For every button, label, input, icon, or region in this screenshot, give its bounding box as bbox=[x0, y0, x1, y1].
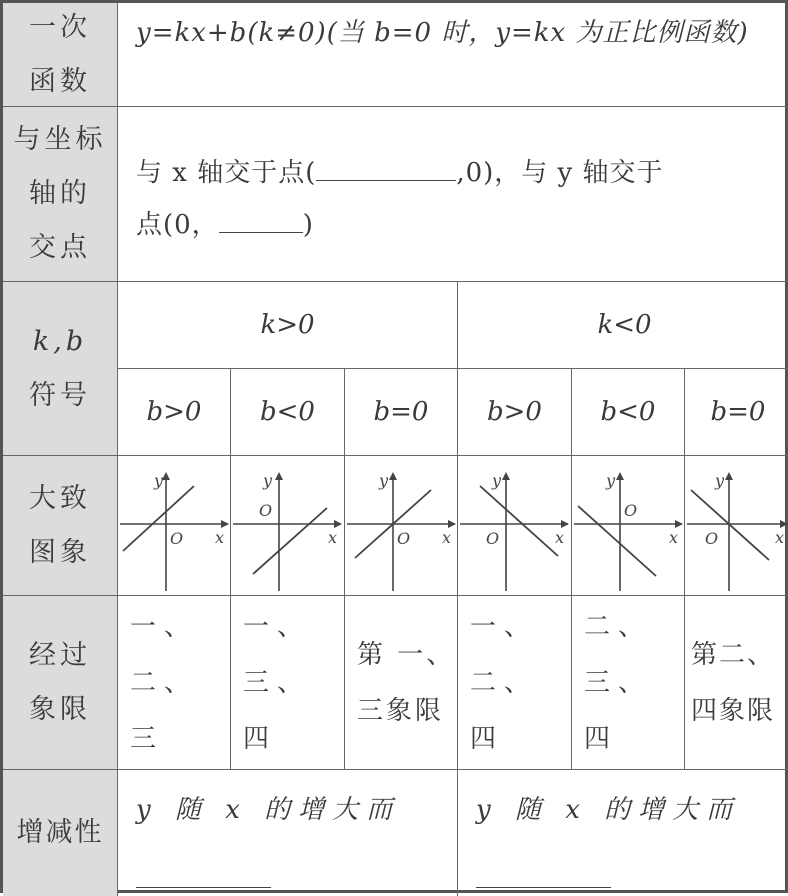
quadrant-cell bbox=[231, 596, 345, 770]
quadrant-line: 一、 bbox=[243, 611, 312, 642]
row-header-graphs bbox=[3, 456, 118, 596]
graph-kpos-bzero bbox=[345, 456, 458, 596]
y-label: y bbox=[715, 471, 725, 490]
header-line: 增减性 bbox=[16, 817, 104, 848]
x-label: x bbox=[442, 528, 452, 547]
quadrant-cell bbox=[345, 596, 458, 770]
y-label: y bbox=[263, 471, 273, 490]
intersection-text-2: ,0)，与 y 轴交于 bbox=[456, 158, 664, 188]
y-axis-arrow bbox=[162, 472, 170, 480]
quadrant-line: 一、 bbox=[470, 611, 539, 642]
quadrant-line: 三、四 bbox=[584, 667, 653, 754]
monotonic-right bbox=[458, 770, 788, 896]
monotonic-left bbox=[118, 770, 458, 896]
y-label: y bbox=[492, 471, 502, 490]
b-case: b>0 bbox=[118, 369, 231, 456]
y-label: y bbox=[606, 471, 616, 490]
quadrant-cell bbox=[572, 596, 685, 770]
graph-svg bbox=[345, 456, 458, 596]
definition-text: y=kx+b(k≠0)(当 b=0 时，y=kx 为正比例函数) bbox=[136, 18, 749, 48]
x-axis-arrow bbox=[561, 520, 569, 528]
quadrant-line: 三象限 bbox=[357, 695, 445, 726]
monotonic-text: y 随 x 的增大而 bbox=[476, 795, 741, 825]
graph-svg bbox=[685, 456, 788, 596]
origin-label: O bbox=[486, 529, 500, 548]
header-line: 交点 bbox=[29, 232, 91, 263]
header-line: 轴的 bbox=[29, 178, 91, 209]
quadrant-cell bbox=[458, 596, 572, 770]
function-line bbox=[578, 506, 656, 576]
y-axis-arrow bbox=[502, 472, 510, 480]
x-label: x bbox=[775, 528, 785, 547]
quadrant-cell bbox=[685, 596, 788, 770]
b-case: b<0 bbox=[572, 369, 685, 456]
quadrant-line: 第 一、 bbox=[357, 639, 456, 670]
intersection-text-4: ) bbox=[302, 210, 314, 240]
y-axis-arrow bbox=[389, 472, 397, 480]
header-line: 经过 bbox=[29, 639, 91, 671]
row-header-intersection bbox=[3, 107, 118, 282]
y-label: y bbox=[154, 471, 164, 490]
y-label: y bbox=[379, 471, 389, 490]
quadrant-line: 二、 bbox=[584, 611, 653, 642]
y-axis-arrow bbox=[616, 472, 624, 480]
origin-label: O bbox=[397, 529, 411, 548]
graph-kneg-bneg bbox=[572, 456, 685, 596]
b-case: b=0 bbox=[685, 369, 788, 456]
header-line: k,b bbox=[32, 325, 88, 357]
quadrant-line: 第二、 bbox=[691, 639, 776, 670]
definition-content bbox=[118, 3, 788, 107]
y-axis-arrow bbox=[275, 472, 283, 480]
x-axis-arrow bbox=[780, 520, 788, 528]
graph-svg bbox=[572, 456, 685, 596]
y-intercept-blank[interactable] bbox=[219, 202, 303, 233]
quadrant-line: 三、四 bbox=[243, 667, 312, 754]
monotonic-blank[interactable] bbox=[136, 857, 271, 888]
x-label: x bbox=[669, 528, 679, 547]
x-axis-arrow bbox=[448, 520, 456, 528]
quadrant-line: 一、 bbox=[130, 611, 199, 642]
b-case: b>0 bbox=[458, 369, 572, 456]
header-line: 图象 bbox=[29, 536, 91, 568]
intersection-text-1: 与 x 轴交于点( bbox=[136, 158, 317, 188]
row-header-signs bbox=[3, 282, 118, 456]
header-line: 象限 bbox=[29, 693, 91, 725]
quadrant-line: 二、三 bbox=[130, 667, 199, 754]
header-line: 函数 bbox=[29, 65, 91, 97]
monotonic-text: y 随 x 的增大而 bbox=[136, 795, 401, 825]
row-header-quadrants bbox=[3, 596, 118, 770]
graph-svg bbox=[231, 456, 345, 596]
k-negative-header: k<0 bbox=[458, 282, 788, 369]
x-axis-arrow bbox=[221, 520, 229, 528]
header-line: 与坐标 bbox=[13, 124, 107, 155]
x-axis-arrow bbox=[334, 520, 342, 528]
x-label: x bbox=[555, 528, 565, 547]
quadrant-cell bbox=[118, 596, 231, 770]
y-axis-arrow bbox=[725, 472, 733, 480]
graph-kneg-bzero bbox=[685, 456, 788, 596]
k-positive-header: k>0 bbox=[118, 282, 458, 369]
quadrant-line: 四象限 bbox=[691, 695, 776, 726]
origin-label: O bbox=[624, 501, 638, 520]
row-header-monotonic bbox=[3, 770, 118, 896]
header-line: 大致 bbox=[29, 482, 91, 514]
graph-svg bbox=[118, 456, 231, 596]
x-label: x bbox=[328, 528, 338, 547]
intersection-content bbox=[118, 107, 788, 282]
b-case: b=0 bbox=[345, 369, 458, 456]
x-intercept-blank[interactable] bbox=[316, 150, 456, 181]
x-axis-arrow bbox=[675, 520, 683, 528]
graph-kpos-bpos bbox=[118, 456, 231, 596]
origin-label: O bbox=[170, 529, 184, 548]
function-line bbox=[123, 486, 194, 551]
graph-kpos-bneg bbox=[231, 456, 345, 596]
quadrant-line: 二、四 bbox=[470, 667, 539, 754]
graph-svg bbox=[458, 456, 572, 596]
origin-label: O bbox=[259, 501, 273, 520]
header-line: 符号 bbox=[29, 379, 91, 411]
function-line bbox=[691, 490, 769, 560]
intersection-text-3: 点(0， bbox=[136, 210, 219, 240]
header-line: 一次 bbox=[29, 11, 91, 43]
monotonic-blank[interactable] bbox=[476, 857, 611, 888]
b-case: b<0 bbox=[231, 369, 345, 456]
x-label: x bbox=[215, 528, 225, 547]
row-header-definition bbox=[3, 3, 118, 107]
graph-kneg-bpos bbox=[458, 456, 572, 596]
origin-label: O bbox=[705, 529, 719, 548]
